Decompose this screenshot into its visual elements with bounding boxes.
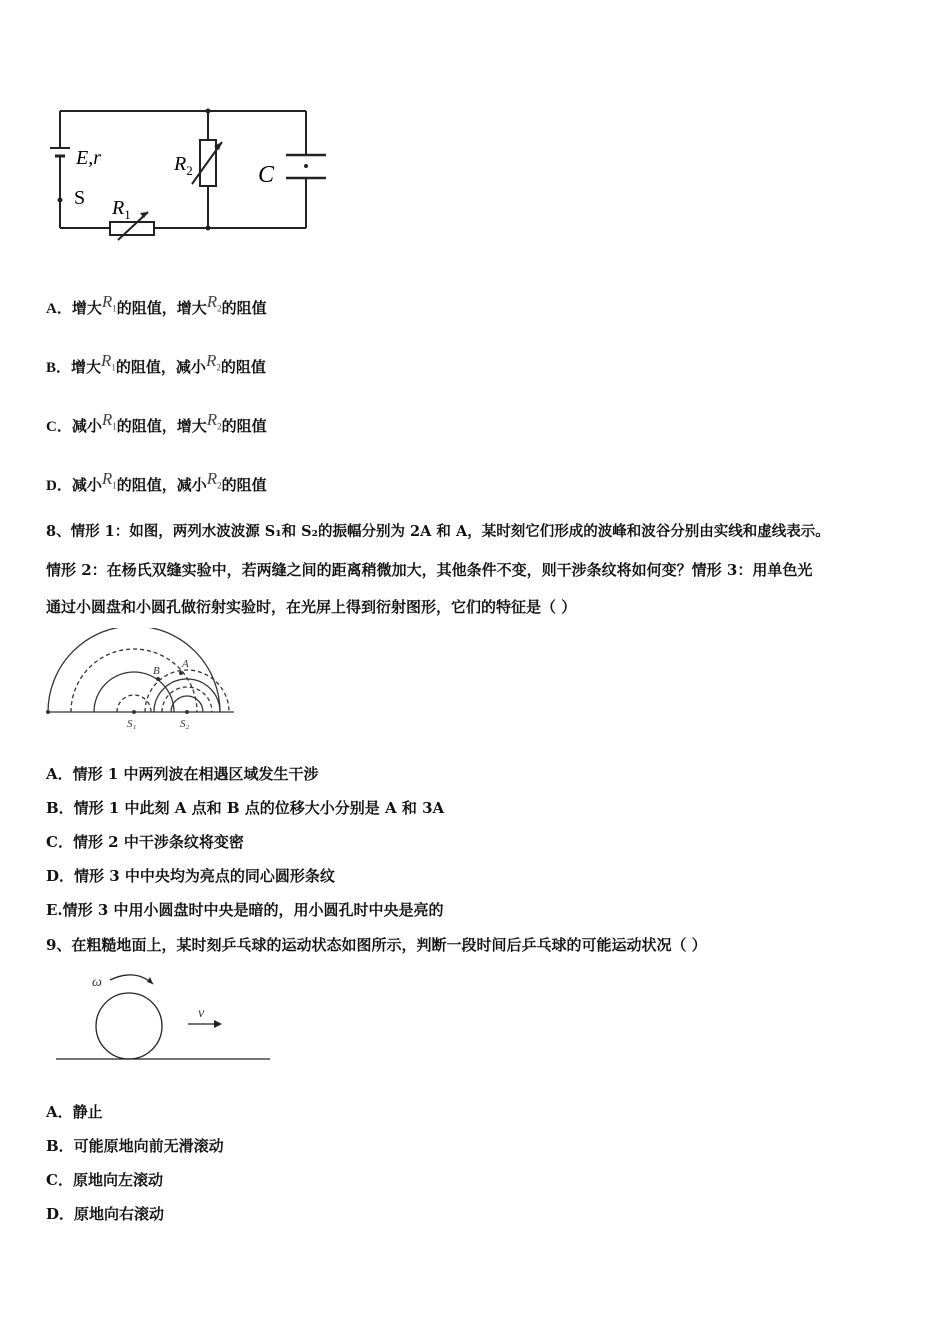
switch-label: S — [74, 187, 86, 209]
q7-option-d[interactable]: D．减小$R_1$的阻值，减小$R_2$的阻值 — [46, 469, 267, 494]
q8-stem-line-1: 8、情形 1：如图，两列水波波源 S₁和 S₂的振幅分别为 2A 和 A，某时刻它们形成的波峰和波谷分别由实线和虚线表示。 — [46, 523, 830, 540]
point-a-label: A — [182, 658, 189, 670]
omega-label: ω — [92, 975, 102, 990]
q7-option-b[interactable]: B．增大$R_1$的阻值，减小$R_2$的阻值 — [46, 351, 266, 376]
cap-label: C — [258, 162, 275, 188]
q9-option-a[interactable]: A．静止 — [46, 1103, 103, 1121]
q8-option-b[interactable]: B．情形 1 中此刻 A 点和 B 点的位移大小分别是 A 和 3A — [46, 799, 445, 817]
r1-sub: 1 — [124, 207, 131, 222]
wave-interference-figure — [40, 628, 240, 732]
r2-label: R — [174, 153, 187, 175]
velocity-label: v — [198, 1006, 205, 1021]
ball-motion-figure — [50, 966, 275, 1064]
circuit-diagram — [40, 100, 340, 245]
source-s1-label: S₁ — [127, 718, 137, 730]
q7-option-c[interactable]: C．减小$R_1$的阻值，增大$R_2$的阻值 — [46, 410, 267, 435]
q9-option-b[interactable]: B．可能原地向前无滑滚动 — [46, 1137, 224, 1155]
q8-stem-line-2: 情形 2：在杨氏双缝实验中，若两缝之间的距离稍微加大，其他条件不变，则干涉条纹将如何变？情形 3：用单色光 — [46, 561, 813, 579]
r1-label: R — [112, 197, 125, 219]
q8-option-e[interactable]: E.情形 3 中用小圆盘时中央是暗的，用小圆孔时中央是亮的 — [46, 901, 444, 919]
r2-sub: 2 — [186, 163, 193, 178]
svg-text:R2 — [173, 153, 193, 178]
point-b-label: B — [153, 665, 160, 677]
q8-option-a[interactable]: A．情形 1 中两列波在相遇区域发生干涉 — [46, 765, 319, 783]
q8-option-c[interactable]: C．情形 2 中干涉条纹将变密 — [46, 833, 244, 851]
q9-option-d[interactable]: D．原地向右滚动 — [46, 1205, 165, 1223]
q7-option-a[interactable]: A．增大$R_1$的阻值，增大$R_2$的阻值 — [46, 292, 267, 317]
svg-text:R1 — [111, 197, 131, 222]
source-s2-label: S₂ — [180, 718, 190, 730]
q9-stem: 9、在粗糙地面上，某时刻乒乓球的运动状态如图所示，判断一段时间后乒乓球的可能运动状况（ ） — [46, 936, 707, 954]
q9-option-c[interactable]: C．原地向左滚动 — [46, 1171, 163, 1189]
q8-stem-line-3: 通过小圆盘和小圆孔做衍射实验时，在光屏上得到衍射图形，它们的特征是（ ） — [46, 598, 577, 616]
q8-option-d[interactable]: D．情形 3 中中央均为亮点的同心圆形条纹 — [46, 867, 335, 885]
emf-label: E,r — [76, 147, 101, 169]
